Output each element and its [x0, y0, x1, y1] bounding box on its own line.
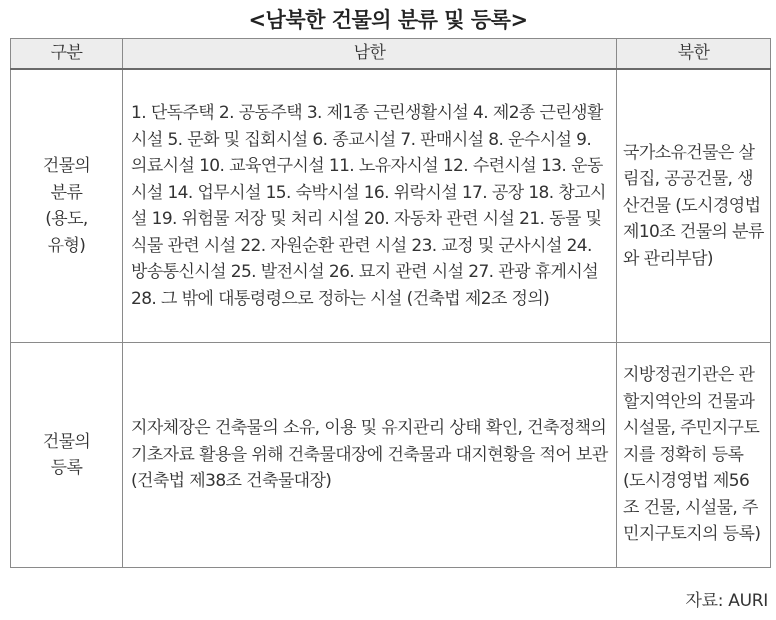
header-category: 구분: [11, 39, 123, 70]
row-label-classification: 건물의 분류 (용도, 유형): [11, 69, 123, 343]
comparison-table: [10, 38, 771, 568]
header-north-korea: 북한: [617, 39, 771, 70]
table-title: <남북한 건물의 분류 및 등록>: [248, 8, 528, 32]
cell-north-registration: 지방정권기관은 관할지역안의 건물과 시설물, 주민지구토지를 정확히 등록(도시경영법 제56조 건물, 시설물, 주민지구토지의 등록): [617, 343, 771, 568]
source-note: 자료: AURI: [685, 591, 768, 611]
row-label-registration: 건물의 등록: [11, 343, 123, 568]
table-row-registration: [11, 343, 771, 568]
cell-south-classification: 1. 단독주택 2. 공동주택 3. 제1종 근린생활시설 4. 제2종 근린생활시설 5. 문화 및 집회시설 6. 종교시설 7. 판매시설 8. 운수시설 9. 의료시설 10. 교육연구시설 11. 노유자시설 12. 수련시설 13. 운동시설 14. 업무시설 15. 숙박시설 16. 위락시설 17. 공장 18. 창고시설 19. 위험물 저장 및 처리 시설 20. 자동차 관련 시설 21. 동물 및 식물 관련 시설 22. 자원순환 관련 시설 23. 교정 및 군사시설 24. 방송통신시설 25. 발전시설 26. 묘지 관련 시설 27. 관광 휴게시설 28. 그 밖에 대통령령으로 정하는 시설 (건축법 제2조 정의): [123, 69, 617, 343]
header-south-korea: 남한: [123, 39, 617, 70]
table-row-classification: [11, 69, 771, 343]
table-header-row: [11, 39, 771, 70]
cell-north-classification: 국가소유건물은 살림집, 공공건물, 생산건물 (도시경영법 제10조 건물의 분류와 관리부담): [617, 69, 771, 343]
cell-south-registration: 지자체장은 건축물의 소유, 이용 및 유지관리 상태 확인, 건축정책의 기초자료 활용을 위해 건축물대장에 건축물과 대지현황을 적어 보관(건축법 제38조 건축물대장): [123, 343, 617, 568]
